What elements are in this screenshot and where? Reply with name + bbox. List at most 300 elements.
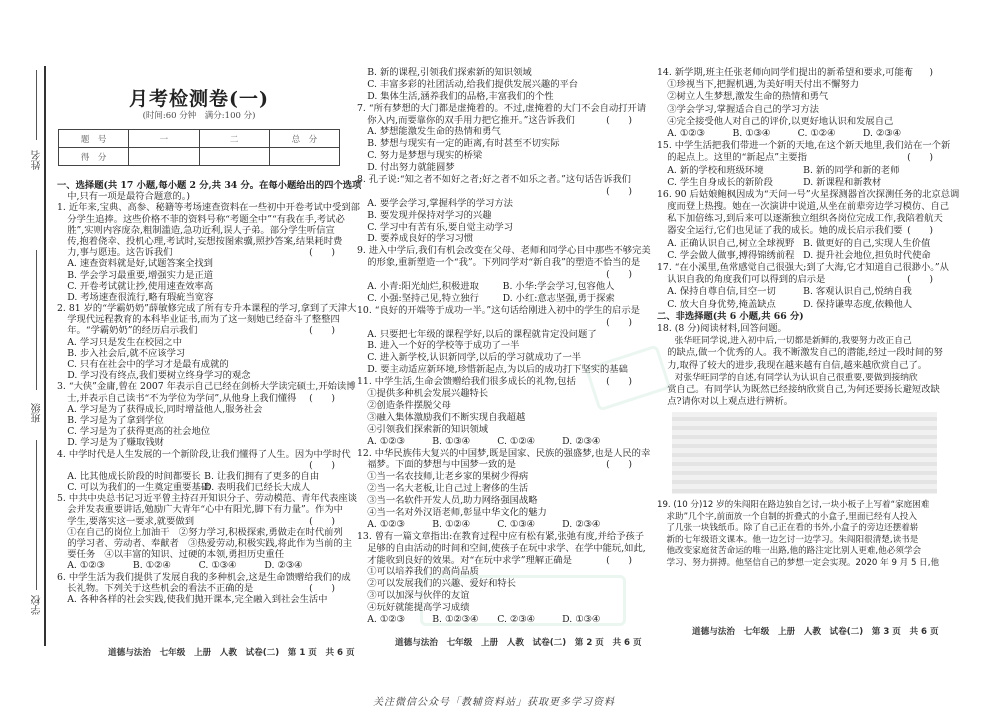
school-blank-line <box>36 440 37 590</box>
answer-option: D. ①③④ <box>562 613 601 625</box>
answer-option: A. ①②③ <box>367 518 405 530</box>
text-line <box>357 364 638 376</box>
text-line <box>657 384 939 396</box>
line-text: 14. 新学期,班主任张老师向同学们提出的新希望和要求,可能有 <box>657 67 914 78</box>
answer-option: B. ①③④ <box>732 127 771 139</box>
score-header-cell: 二 <box>199 130 269 148</box>
text-line <box>357 507 638 519</box>
text-line <box>357 495 638 507</box>
text-line <box>657 213 943 225</box>
line-text: A. 要学会学习,掌握科学的学习方法 <box>367 197 513 209</box>
line-text: ①珍视当下,把握机遇,为美好明天付出不懈努力 <box>667 79 860 91</box>
text-line <box>357 483 638 495</box>
line-text: 胜”,实则内容庞杂,粗制滥造,急功近利,误人子弟。部分学生听信宣 <box>67 224 335 236</box>
line-text: ②树立人生梦想,激发生命的热情和勇气 <box>667 91 829 103</box>
answer-option: B. ①③④ <box>432 435 470 447</box>
line-text: 19. (10 分)12 岁的朱闯阳在路边独自乞讨,一块小板子上写着“家庭困难 <box>657 500 930 510</box>
line-text: 私下加倍练习,到后来可以逐渐独立组织各岗位完成工作,我陪着航天 <box>667 213 943 225</box>
line-text: 的缺点,做一个优秀的人。我不断激发自己的潜能,经过一段时间的努 <box>667 347 943 359</box>
question-stem-line <box>657 140 951 152</box>
answer-option: C. ①③④ <box>198 560 237 572</box>
answer-blank[interactable]: ( ) <box>309 392 335 404</box>
answer-option: C. 学生自身成长的新阶段 <box>667 176 773 188</box>
answer-option: D. 小红:意志坚强,勇于探索 <box>502 292 615 304</box>
text-line <box>57 213 345 225</box>
line-text: 赏自己。有同学认为既然已经接纳欣赏自己,为何还要扬长避短改缺 <box>667 383 940 395</box>
option-row <box>57 471 341 482</box>
line-text: 18. (8 分)阅读材料,回答问题。 <box>657 322 787 334</box>
line-text: 长礼物。下列关于这些机会的看法不正确的是 <box>67 582 254 594</box>
text-line <box>57 583 341 594</box>
text-line <box>657 360 939 372</box>
answer-blank[interactable]: ( ) <box>907 274 933 286</box>
section-heading <box>57 180 362 191</box>
line-text: C. 只有在社会中的学习才是最有成就的 <box>67 359 229 370</box>
question-stem-line <box>357 530 645 543</box>
option-row <box>57 560 341 571</box>
line-text: B. 学习是为了拿到学位 <box>67 414 164 426</box>
line-text: 度而登上热搜。她在一次演讲中说道,从坐在前辈旁边学习模仿、自己 <box>667 201 950 213</box>
line-text: 5. 中共中央总书记习近平曾主持召开知识分子、劳动模范、青年代表座谈 <box>57 493 358 505</box>
text-line <box>357 233 638 245</box>
line-text: 了几张一块钱纸币。除了自己正在看的书外,小盒子的旁边还摆着崭 <box>666 523 919 533</box>
line-text: 士,并表示自己读书“不为学位为学问”,从他身上我们懂得 <box>67 392 297 404</box>
line-text: ②创造条件摆脱父母 <box>367 399 451 411</box>
line-text: 要任务 ④以丰富的知识、过硬的本领,勇担历史重任 <box>67 549 285 561</box>
text-line <box>57 292 341 303</box>
text-line <box>57 348 341 359</box>
text-line <box>357 555 638 567</box>
line-text: 9. 进入中学后,我们有机会改变在父母、老师和同学心目中那些不够完美 <box>357 245 651 257</box>
question-stem-line <box>357 376 638 388</box>
text-line <box>57 359 341 370</box>
line-text: 2. 81 岁的“学霸奶奶”薛敏修完成了所有专升本课程的学习,拿到了天津大 <box>57 303 357 315</box>
answer-option: C. ①②④ <box>497 435 535 447</box>
text-line <box>357 602 638 614</box>
line-text: 的学习者、劳动者、奉献者 ③热爱劳动,积极实践,将此作为当前的主 <box>67 538 353 549</box>
line-text: ③学会学习,掌握适合自己的学习方法 <box>667 103 819 115</box>
text-line <box>57 527 341 538</box>
line-text: 10. “良好的开端等于成功一半。”这句话给刚进入初中的学生的启示是 <box>357 304 640 316</box>
text-line <box>57 404 341 415</box>
option-row <box>657 299 939 311</box>
handwritten-note: 关注微信公众号「教辅资料站」获取更多学习资料 <box>373 697 615 708</box>
text-line <box>57 504 341 515</box>
text-line <box>57 225 341 236</box>
option-row <box>357 614 638 626</box>
text-line <box>357 566 638 578</box>
line-text: ④引领我们探索新的知识领域 <box>367 423 489 435</box>
answer-option: A. 小青:阳光灿烂,积极进取 <box>367 281 479 293</box>
answer-blank[interactable]: ( ) <box>606 316 632 328</box>
option-row <box>357 436 638 448</box>
text-line <box>657 225 939 237</box>
question-stem-line <box>57 571 351 583</box>
answer-option: C. ②③④ <box>497 613 535 625</box>
answer-option: C. 学会做人做事,搏得锦绣前程 <box>667 249 795 261</box>
answer-blank[interactable]: ( ) <box>309 459 335 471</box>
line-text: 足够的自由活动的时间和空间,使孩子在玩中求学、在学中能玩,如此, <box>367 542 646 554</box>
text-line <box>657 523 939 535</box>
answer-option: B. ①②④ <box>432 518 470 530</box>
line-text: ①当一名农技师,让老乡家的果树少得病 <box>367 471 529 483</box>
text-line <box>357 400 638 412</box>
text-line <box>357 459 638 471</box>
line-text: 学现代远程教育的本科毕业证书,而为了这一刻她已经奋斗了整整四 <box>67 314 340 326</box>
text-line <box>357 115 638 127</box>
text-line <box>57 325 341 336</box>
line-text: 力,取得了较大的进步,我现在越来越有自信,越来越欣赏自己了。 <box>667 359 928 371</box>
text-line <box>357 67 638 79</box>
line-text: 他改变家庭贫苦命运的唯一出路,他的路注定比别人更难,他必须学会 <box>666 546 922 556</box>
line-text: 15. 中学生活把我们带进一个新的天地,在这个新天地里,我们站在一个新 <box>657 140 951 152</box>
answer-option: A. ①②③ <box>367 435 405 447</box>
answer-option: A. ①②③ <box>367 613 405 625</box>
answer-blank[interactable]: ( ) <box>606 459 632 471</box>
answer-blank[interactable]: ( ) <box>606 185 632 197</box>
text-line <box>357 269 638 281</box>
answer-option: D. 提升社会地位,担负时代使命 <box>803 249 931 261</box>
line-text: C. 学习是为了获得更高的社会地位 <box>67 426 211 438</box>
line-text: ④玩好就能提高学习成绩 <box>367 602 470 614</box>
text-line <box>657 335 939 347</box>
line-text: 17. “在小溪里,鱼常感觉自己很强大;到了大海,它才知道自己很渺小。”从 <box>657 262 949 273</box>
text-line <box>57 281 341 292</box>
text-line <box>357 138 638 150</box>
text-line <box>657 546 939 558</box>
text-line <box>57 314 341 325</box>
name-blank-line <box>36 70 37 140</box>
answer-option: B. 让我们拥有了更多的自由 <box>204 470 320 482</box>
text-line <box>57 337 341 348</box>
line-text: ①可以培养我们的高尚品质 <box>367 566 479 578</box>
line-text: D. 学习没有终点,我们要树立终身学习的观念 <box>67 370 251 382</box>
text-line <box>57 594 341 605</box>
line-text: D. 考场速查很流行,略有瑕疵当宽容 <box>67 291 214 303</box>
text-line <box>57 437 341 448</box>
line-text: 器安全运行,它们也见证了我的成长。她的成长启示我们要 <box>667 225 903 237</box>
answer-option: C. 小强:坚持己见,特立独行 <box>367 292 479 304</box>
line-text: B. 学会学习最重要,增强实力是正道 <box>67 269 214 281</box>
line-text: ①提供多种机会发展兴趣特长 <box>367 388 489 400</box>
answer-option: D. ②③④ <box>264 560 303 572</box>
text-line <box>657 274 939 286</box>
answer-blank[interactable]: ( ) <box>309 582 335 594</box>
option-row <box>657 238 939 250</box>
line-text: 年。“学霸奶奶”的经历启示我们 <box>67 325 198 337</box>
line-text: C. 开卷考试就让抄,使用速查效率高 <box>67 280 214 292</box>
text-line <box>357 471 638 483</box>
answer-option: A. ①②③ <box>667 127 705 139</box>
answer-option: A. 比其他成长阶段的时间都要长 <box>67 470 201 482</box>
score-header-cell: 一 <box>129 130 199 148</box>
line-text: 8. 孔子说:“知之者不如好之者;好之者不如乐之者。”这句话告诉我们 <box>357 174 631 186</box>
answer-blank[interactable]: ( ) <box>907 152 933 164</box>
answer-blank[interactable]: ( ) <box>606 376 632 388</box>
answer-option: C. 可以为我们的一生奠定重要基础 <box>67 482 211 494</box>
text-line <box>57 191 341 202</box>
score-row-label: 得 分 <box>59 148 129 166</box>
score-cell[interactable] <box>129 148 199 166</box>
text-line <box>57 516 341 527</box>
line-text: ③可以加深与伙伴的友谊 <box>367 590 470 602</box>
line-text: C. 进入新学校,认识新同学,以后的学习就成功了一半 <box>367 352 582 364</box>
line-text: 分学生追捧。这些价格不菲的资料号称“考题全中”“有我在手,考试必 <box>67 213 345 225</box>
text-line <box>657 104 939 116</box>
line-text: A. 各种各样的社会实践,使我们抛开课本,完全融入到社会生活中 <box>67 593 328 605</box>
page-1-footer: 道德与法治 七年级 上册 人教 试卷(二) 第 1 页 共 6 页 <box>108 648 355 658</box>
text-line <box>57 247 341 258</box>
score-cell[interactable] <box>199 148 269 166</box>
text-line <box>657 152 939 164</box>
text-line <box>357 424 638 436</box>
line-text: C. 努力是梦想与现实的桥梁 <box>367 150 483 162</box>
answer-option: D. 新课程和新教材 <box>803 176 882 188</box>
answer-blank[interactable]: ( ) <box>606 114 632 126</box>
question-stem-line <box>657 500 939 512</box>
question-stem-line <box>657 323 939 335</box>
text-line <box>357 542 646 555</box>
question-stem-line <box>57 202 360 214</box>
line-text: 4. 中学时代是人生发展的一个新阶段,让我们懂得了人生。因为中学时代 <box>57 448 351 460</box>
text-line <box>357 186 638 198</box>
answer-option: C. ①③④ <box>497 518 535 530</box>
line-text: A. 学习只是发生在校园之中 <box>67 336 183 348</box>
question-stem-line <box>657 67 939 79</box>
line-text: 6. 中学生活为我们提供了发展自我的多种机会,这是生命馈赠给我们的成 <box>57 571 351 583</box>
text-line <box>357 150 638 162</box>
line-text: D. 学习是为了赚取钱财 <box>67 437 164 449</box>
option-row <box>657 165 939 177</box>
text-line <box>357 340 638 352</box>
text-line <box>357 352 638 364</box>
question-stem-line <box>57 448 351 460</box>
line-text: 学习、努力拼搏。他坚信自己的梦想一定会实现。2020 年 9 月 5 日,他 <box>666 557 940 568</box>
question-stem-line <box>57 493 358 505</box>
text-line <box>57 415 341 426</box>
text-line <box>57 236 341 247</box>
page-3-footer: 道德与法治 七年级 上册 人教 试卷(二) 第 3 页 共 6 页 <box>692 627 939 637</box>
answer-option: D. ②③④ <box>862 127 901 139</box>
answer-blank[interactable]: ( ) <box>309 247 335 259</box>
line-text: B. 梦想与现实有一定的距离,有时甚至不切实际 <box>367 138 560 150</box>
score-table <box>58 129 340 166</box>
line-text: 新的七年级语文课本。他一边乞讨一边学习。朱闯阳很清楚,读书是 <box>666 534 919 545</box>
page-1-column <box>57 180 362 605</box>
score-cell[interactable] <box>269 148 339 166</box>
score-table-score-row <box>59 148 340 166</box>
line-text: A. 学习是为了获得成长,同时增益他人,服务社会 <box>67 403 263 415</box>
line-text: A. 只要把七年级的课程学好,以后的课程就肯定没问题了 <box>367 328 597 340</box>
line-text: 才能收到良好的效果。对“在玩中求学”理解正确是 <box>367 554 572 566</box>
line-text: 你入内,而要靠你的双手用力把它推开。”这告诉我们 <box>367 114 575 126</box>
answer-blank[interactable]: ( ) <box>309 515 335 527</box>
option-row <box>657 128 939 140</box>
line-text: 张华旺同学说,进入初中后,一切都是新鲜的,我要努力改正自己 <box>674 336 912 347</box>
line-text: C. 学习中有苦有乐,要自觉主动学习 <box>367 221 514 233</box>
text-line <box>657 201 950 213</box>
line-text: ③当一名软件开发人员,助力网络强国战略 <box>367 495 538 507</box>
section-heading <box>657 311 939 323</box>
text-line <box>357 329 638 341</box>
text-line <box>57 460 341 471</box>
question-stem-line <box>357 174 638 186</box>
line-text: 16. 90 后姑娘鲍枫因成为“天问一号”火星探测器首次探测任务的北京总调 <box>657 188 960 200</box>
text-line <box>357 590 638 602</box>
question-stem-line <box>357 305 638 317</box>
line-text: B. 要发现并保持对学习的兴趣 <box>367 209 492 221</box>
exam-subtitle: (时间:60 分钟 满分:100 分) <box>142 111 256 121</box>
line-text: A. 梦想能激发生命的热情和勇气 <box>367 126 501 138</box>
option-row <box>357 281 638 293</box>
answer-option: B. 小华:学会学习,包容他人 <box>502 281 615 293</box>
text-line <box>357 257 641 269</box>
text-line <box>657 347 943 359</box>
answer-option: B. ①②④ <box>132 560 171 572</box>
question-19 <box>657 500 939 569</box>
line-text: 点?请你对以上观点进行辨析。 <box>667 396 794 408</box>
answer-blank[interactable]: ( ) <box>606 554 632 566</box>
answer-blank[interactable]: ( ) <box>309 325 335 337</box>
line-text: 认识自我的角度我们可以得到的启示是 <box>667 274 826 286</box>
line-text: 力,事与愿违。这告诉我们 <box>67 247 173 259</box>
text-line <box>357 91 638 103</box>
line-text: 求助”几个字,前面放一个自制的折叠式的小盒子,里面已经有人投入 <box>666 511 917 522</box>
text-line <box>357 222 638 234</box>
text-line <box>57 426 341 437</box>
answer-option: C. 放大自身优势,掩盖缺点 <box>667 298 776 310</box>
text-line <box>357 198 638 210</box>
line-text: D. 要养成良好的学习习惯 <box>367 233 474 245</box>
line-text: ②当一名大老板,让自己过上奢侈的生活 <box>367 483 529 495</box>
answer-option: A. 新的学校和班级环境 <box>667 164 764 176</box>
line-text: 对张华旺同学的自述,有同学认为认识自己很重要,要做到接纳欣 <box>674 372 918 383</box>
score-header-cell: 总 分 <box>269 130 339 148</box>
answer-option: D. 表明我们已经长大成人 <box>204 482 311 494</box>
option-row <box>657 286 939 298</box>
text-line <box>657 91 939 103</box>
answer-option: B. 客观认识自己,悦纳自我 <box>803 286 912 298</box>
answer-option: D. ②③④ <box>562 435 601 447</box>
question-stem-line <box>357 447 651 460</box>
line-text: ③融入集体激励我们不断实现自我超越 <box>367 411 526 423</box>
text-line <box>57 258 341 269</box>
class-label: 班级 <box>32 403 43 423</box>
line-text: B. 进入一个好的学校等于成功了一半 <box>367 340 520 352</box>
line-text: ④当一名对外汉语老师,彰显中华文化的魅力 <box>367 506 547 518</box>
line-text: B. 新的课程,引领我们探索新的知识领域 <box>367 67 532 78</box>
line-text: C. 丰富多彩的社团活动,给我们提供发展兴趣的平台 <box>367 78 579 90</box>
text-line <box>657 535 939 547</box>
answer-option: B. ①②③④ <box>432 613 479 625</box>
question-stem-line <box>57 381 356 393</box>
line-text: ②可以发展我们的兴趣、爱好和特长 <box>367 578 516 590</box>
page-2-footer: 道德与法治 七年级 上册 人教 试卷(二) 第 2 页 共 6 页 <box>395 638 642 648</box>
blurred-answer-area <box>672 412 937 494</box>
text-line <box>57 549 341 560</box>
answer-option: A. 保持自尊自信,目空一切 <box>667 286 776 298</box>
answer-option: A. 正确认识自己,树立全球视野 <box>667 237 795 249</box>
line-text: 3. “大侠”金庸,曾在 2007 年表示自己已经在剑桥大学读完硕士,开始读博 <box>57 381 356 393</box>
answer-blank[interactable]: ( ) <box>907 67 933 78</box>
text-line <box>357 578 638 590</box>
line-text: D. 集体生活,涵养我们的品格,丰富我们的个性 <box>367 90 554 102</box>
line-text: 13. 曾有一篇文章指出:在教育过程中应有松有紧,张弛有度,并给予孩子 <box>357 530 645 542</box>
answer-option: C. ①②④ <box>797 127 836 139</box>
question-stem-line <box>657 188 960 201</box>
question-stem-line <box>657 262 949 274</box>
line-text: D. 要主动适应新环境,珍惜新起点,为以后的成功打下坚实的基础 <box>367 364 628 376</box>
line-text: ④完全接受他人对自己的评价,以更好地认识和发展自己 <box>667 115 894 127</box>
option-row <box>357 519 638 531</box>
line-text: 的起点上。这里的“新起点”主要指 <box>667 152 807 164</box>
line-text: A. 速查资料就是好,试题答案全找到 <box>67 258 213 270</box>
answer-option: D. 保持谦卑态度,依赖他人 <box>803 298 913 310</box>
line-text: 传,抱着侥幸、投机心理,考试时,妄想按图索骥,照抄答案,结果耗时费 <box>67 235 343 247</box>
line-text: 会并发表重要讲话,勉励广大青年“心中有阳光,脚下有力量”。作为中 <box>67 504 343 516</box>
text-line <box>657 79 939 91</box>
line-text: 二、非选择题(共 6 小题,共 66 分) <box>657 310 804 322</box>
page-3-column <box>657 67 960 408</box>
option-row <box>657 250 939 262</box>
text-line <box>57 393 341 404</box>
text-line <box>57 370 341 381</box>
line-text: 1. 近年来,宝典、高参、秘籍等考场速查资料在一些初中开卷考试中受到部 <box>57 202 360 214</box>
line-text: ①在自己的岗位上加油干 ②努力学习,积极探索,勇做走在时代前列 <box>67 526 343 538</box>
option-row <box>657 177 939 189</box>
answer-option: B. 做更好的自己,实现人生价值 <box>803 237 931 249</box>
answer-option: B. 新的同学和新的老师 <box>803 164 900 176</box>
answer-blank[interactable]: ( ) <box>606 269 632 281</box>
answer-option: A. ①②③ <box>67 560 105 572</box>
text-line <box>357 388 638 400</box>
school-label: 学校 <box>32 595 43 615</box>
answer-blank[interactable]: ( ) <box>907 225 933 237</box>
line-text: 一、选择题(共 17 小题,每小题 2 分,共 34 分。在每小题给出的四个选项 <box>57 180 362 191</box>
question-stem-line <box>357 245 651 257</box>
text-line <box>657 372 939 384</box>
name-label: 姓名 <box>32 150 43 170</box>
line-text: 11. 中学生活,生命会馈赠给我们很多成长的礼物,包括 <box>357 376 576 388</box>
text-line <box>357 412 638 424</box>
line-text: 中,只有一项是最符合题意的。) <box>67 191 191 203</box>
line-text: 的形象,重新塑造一个“我”。下列同学对“新自我”的塑造不恰当的是 <box>367 257 641 269</box>
text-line <box>57 270 341 281</box>
question-stem-line <box>57 303 357 315</box>
line-text: D. 付出努力就能圆梦 <box>367 162 455 174</box>
question-stem-line <box>357 102 647 115</box>
text-line <box>57 538 353 549</box>
text-line <box>657 116 939 128</box>
option-row <box>57 482 341 493</box>
line-text: 12. 中华民族伟大复兴的中国梦,既是国家、民族的强盛梦,也是人民的幸 <box>357 447 651 459</box>
score-table-header-row <box>59 130 340 148</box>
text-line <box>657 558 939 570</box>
line-text: B. 步入社会后,就不应该学习 <box>67 347 186 359</box>
text-line <box>357 317 638 329</box>
score-header-cell: 题 号 <box>59 130 129 148</box>
text-line <box>657 396 939 408</box>
text-line <box>357 162 638 174</box>
answer-option: D. ②③④ <box>562 518 601 530</box>
option-row <box>357 293 638 305</box>
text-line <box>357 126 638 138</box>
line-text: 7. “所有梦想的大门都是虚掩着的。不过,虚掩着的大门不会自动打开请 <box>357 102 647 114</box>
text-line <box>357 79 638 91</box>
class-blank-line <box>36 250 37 390</box>
line-text: 学生,要落实这一要求,就要做到 <box>67 515 194 527</box>
text-line <box>657 512 939 524</box>
